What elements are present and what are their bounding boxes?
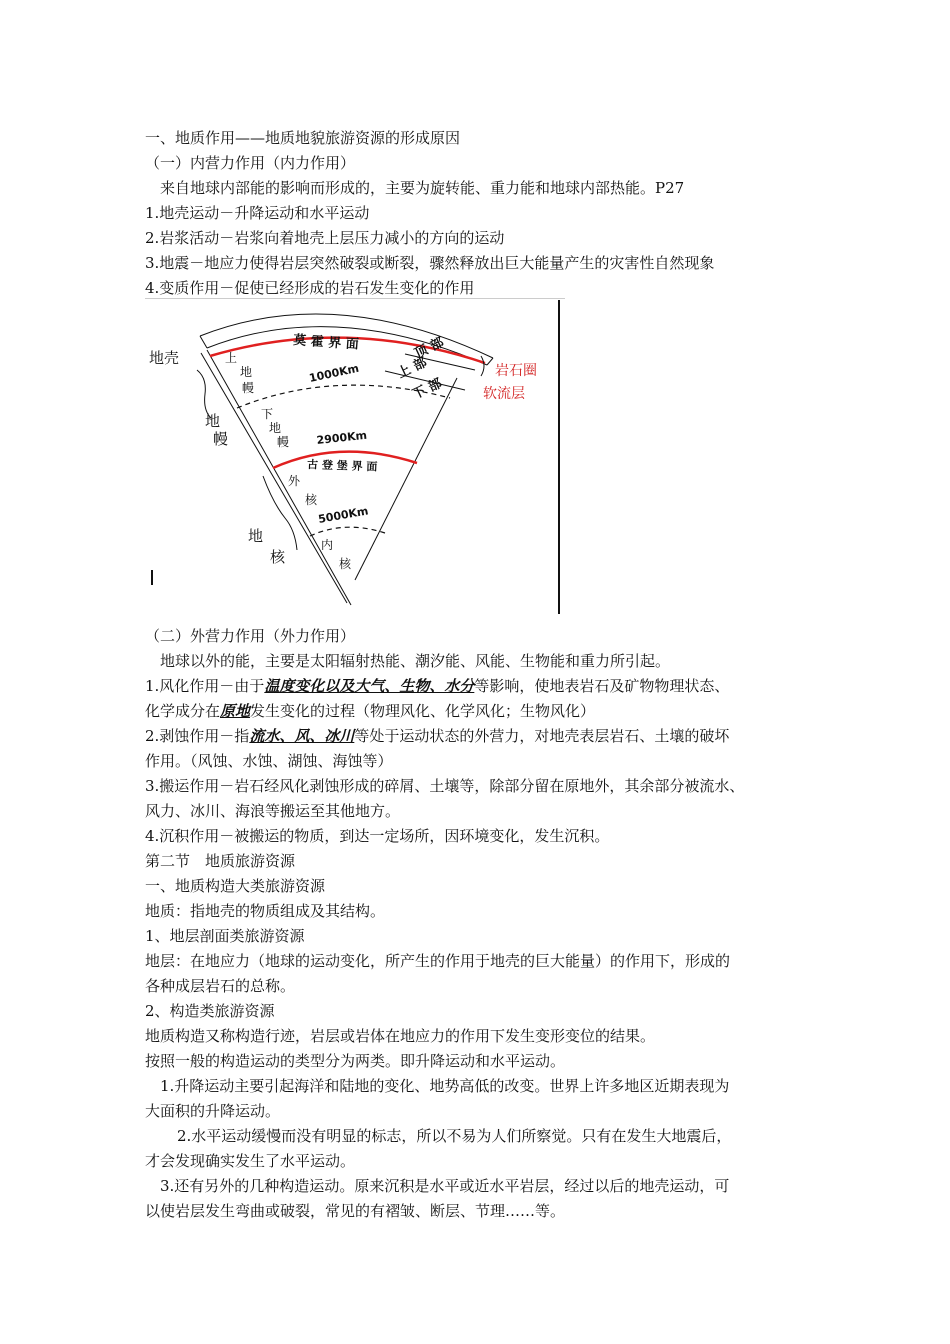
paragraph: 地层：在地应力（地球的运动变化，所产生的作用于地壳的巨大能量）的作用下，形成的	[145, 952, 731, 970]
label-upper-mantle-1: 上	[225, 351, 238, 365]
paragraph: 大面积的升降运动。	[145, 1102, 281, 1120]
list-item: 3.地震－地应力使得岩层突然破裂或断裂，骤然释放出巨大能量产生的灾害性自然现象	[145, 254, 715, 272]
weathering-line-1: 1.风化作用－由于温度变化以及大气、生物、水分等影响，使地表岩石及矿物物理状态、	[145, 677, 730, 695]
deposition-line: 4.沉积作用－被搬运的物质，到达一定场所，因环境变化，发生沉积。	[145, 827, 610, 845]
section-heading: 一、地质作用——地质地貌旅游资源的形成原因	[145, 129, 461, 147]
label-core-2: 核	[270, 548, 286, 566]
label-top-part: 顶 部	[412, 335, 447, 362]
paragraph: 地质：指地壳的物质组成及其结构。	[145, 902, 386, 920]
paragraph: 才会发现确实发生了水平运动。	[145, 1152, 356, 1170]
paragraph: 地球以外的能，主要是太阳辐射热能、潮汐能、风能、生物能和重力所引起。	[160, 652, 671, 670]
lithosphere-bracket	[481, 356, 484, 376]
list-item: 2.岩浆活动－岩浆向着地壳上层压力减小的方向的运动	[145, 229, 505, 247]
paragraph: 1.升降运动主要引起海洋和陆地的变化、地势高低的改变。世界上许多地区近期表现为	[160, 1077, 730, 1095]
sector-left-edge-inner	[207, 350, 351, 605]
label-lower-mantle-1: 下	[261, 407, 274, 421]
label-inner-core-1: 内	[321, 538, 334, 552]
label-lower-mantle-3: 幔	[277, 435, 290, 449]
paragraph: 3.还有另外的几种构造运动。原来沉积是水平或近水平岩层，经过以后的地壳运动，可	[160, 1177, 730, 1195]
subheading: 1、地层剖面类旅游资源	[145, 927, 305, 945]
paragraph: 2.水平运动缓慢而没有明显的标志，所以不易为人们所察觉。只有在发生大地震后，	[177, 1127, 732, 1145]
label-outer-core-1: 外	[288, 474, 301, 488]
label-core-1: 地	[248, 527, 264, 545]
label-crust: 地壳	[149, 349, 180, 367]
mantle-brace	[197, 370, 211, 418]
label-depth-1000: 1000Km	[307, 361, 361, 385]
list-item: 4.变质作用－促使已经形成的岩石发生变化的作用	[145, 279, 475, 297]
label-mantle-2: 幔	[213, 430, 229, 448]
paragraph: 按照一般的构造运动的类型分为两类。即升降运动和水平运动。	[145, 1052, 566, 1070]
paragraph: 以使岩层发生弯曲或破裂，常见的有褶皱、断层、节理……等。	[145, 1202, 566, 1220]
label-depth-2900: 2900Km	[315, 428, 368, 447]
chapter-title: 第二节 地质旅游资源	[145, 852, 296, 870]
label-upper-mantle-2: 地	[240, 365, 253, 379]
paragraph: 各种成层岩石的总称。	[145, 977, 296, 995]
label-lower-mantle-2: 地	[269, 421, 282, 435]
subheading-external-forces: （二）外营力作用（外力作用）	[145, 627, 356, 645]
erosion-line-1: 2.剥蚀作用－指流水、风、冰川等处于运动状态的外营力，对地壳表层岩石、土壤的破坏	[145, 727, 730, 745]
label-upper-mantle-3: 幔	[242, 381, 255, 395]
label-asthenosphere: 软流层	[483, 386, 525, 402]
paragraph: 来自地球内部能的影响而形成的，主要为旋转能、重力能和地球内部热能。P27	[160, 179, 685, 197]
boundary-5000km	[310, 527, 385, 536]
transport-line-1: 3.搬运作用－岩石经风化剥蚀形成的碎屑、土壤等，除部分留在原地外，其余部分被流水、	[145, 777, 745, 795]
sector-right-edge	[355, 378, 457, 580]
list-item: 1.地壳运动－升降运动和水平运动	[145, 204, 370, 222]
emphasis-text: 原地	[220, 702, 251, 720]
surface-left-cap	[200, 336, 207, 348]
label-mantle-1: 地	[205, 412, 221, 430]
label-lower-part: 下 部	[410, 376, 445, 403]
erosion-line-2: 作用。（风蚀、水蚀、湖蚀、海蚀等）	[145, 752, 393, 770]
section-heading: 一、地质构造大类旅游资源	[145, 877, 326, 895]
label-inner-core-2: 核	[339, 557, 352, 571]
earth-structure-diagram	[145, 298, 565, 616]
label-lithosphere: 岩石圈	[495, 363, 537, 379]
transport-line-2: 风力、冰川、海浪等搬运至其他地方。	[145, 802, 401, 820]
label-depth-5000: 5000Km	[317, 504, 370, 526]
label-outer-core-2: 核	[305, 493, 318, 507]
emphasis-text: 流水、风、冰川	[249, 727, 355, 745]
label-gutenberg: 古 登 堡 界 面	[306, 458, 378, 474]
weathering-line-2: 化学成分在原地发生变化的过程（物理风化、化学风化；生物风化）	[145, 702, 596, 720]
subheading: 2、构造类旅游资源	[145, 1002, 275, 1020]
surface-right-cap	[487, 358, 493, 365]
paragraph: 地质构造又称构造行迹，岩层或岩体在地应力的作用下发生变形变位的结果。	[145, 1027, 656, 1045]
subheading-internal-forces: （一）内营力作用（内力作用）	[145, 154, 356, 172]
label-moho: 莫 霍 界 面	[292, 333, 360, 353]
label-upper-part: 上 部	[395, 355, 430, 382]
emphasis-text: 温度变化以及大气、生物、水分	[264, 677, 475, 695]
